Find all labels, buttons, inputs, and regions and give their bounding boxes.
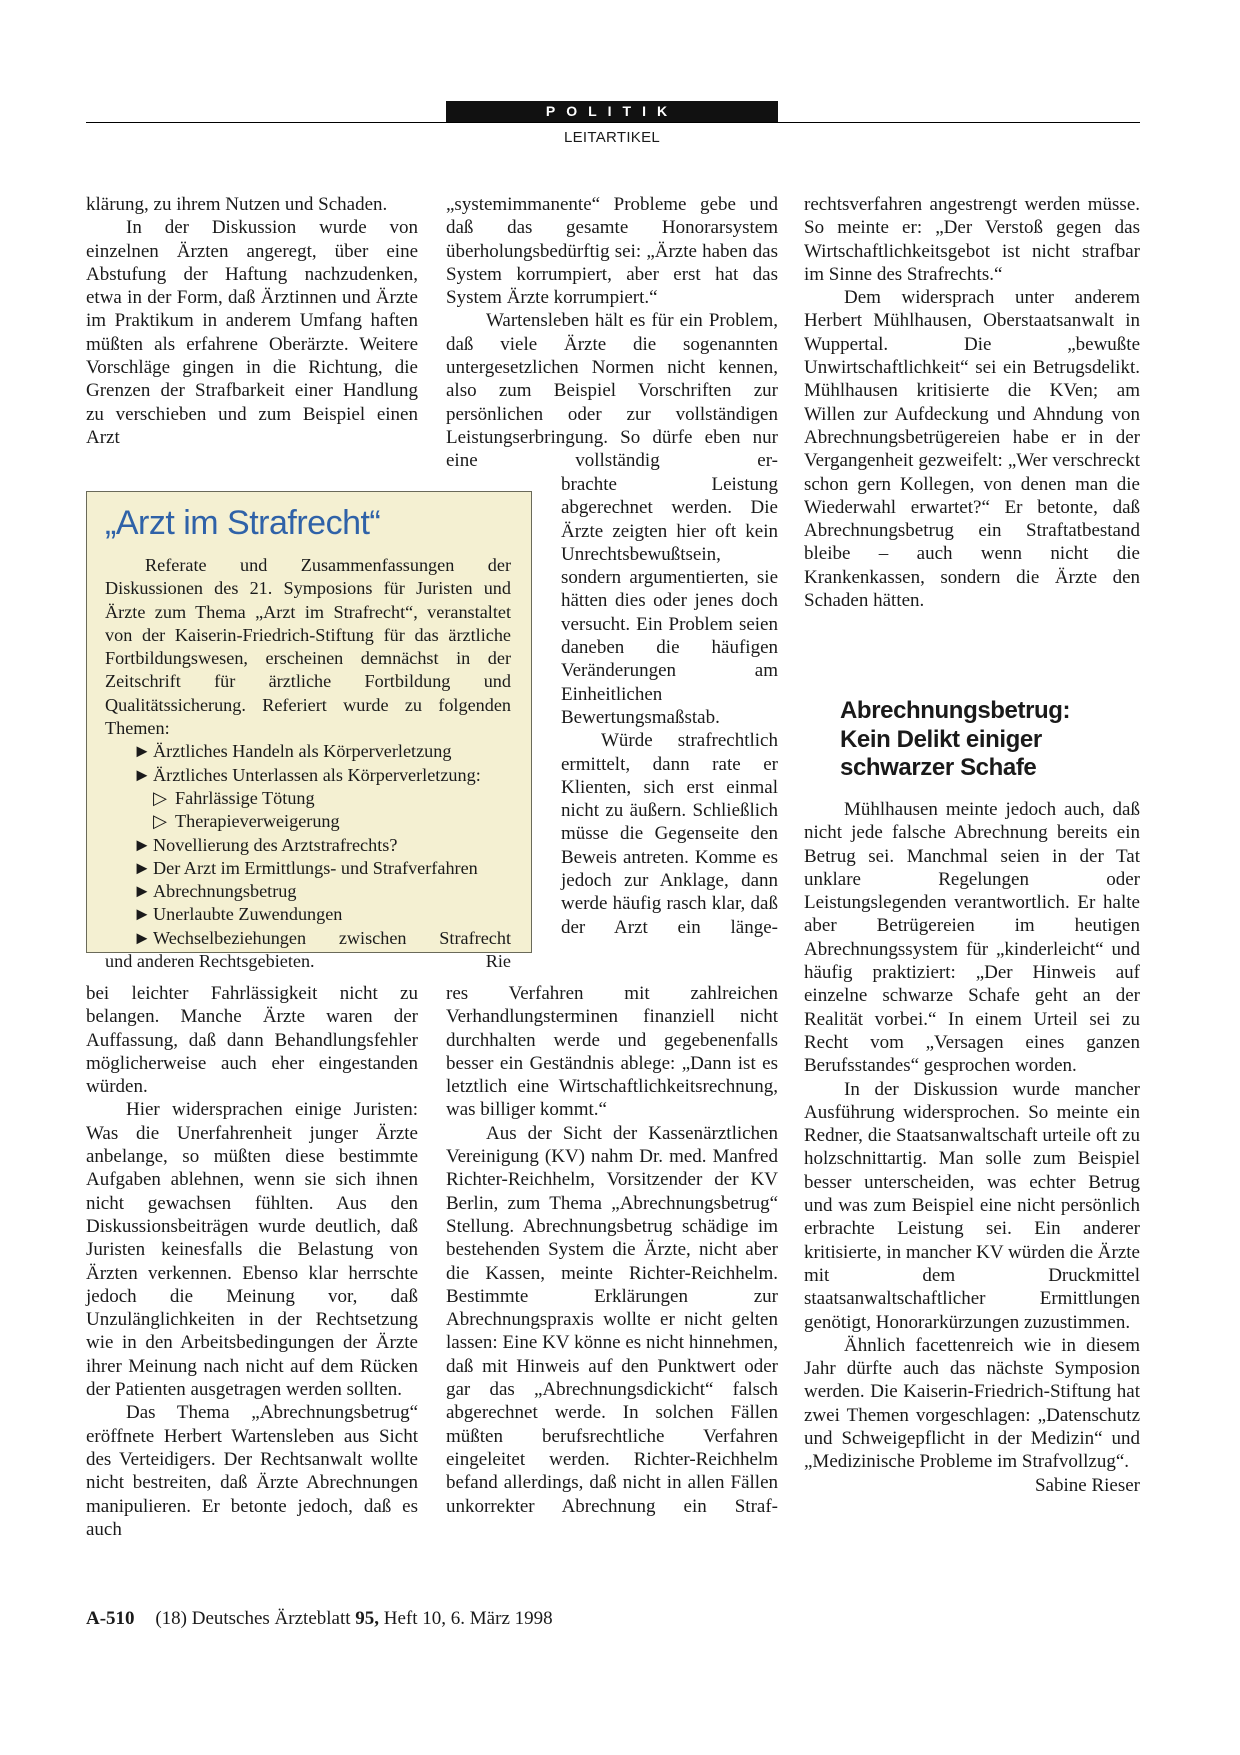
paragraph: Hier widersprachen einige Juristen: Was die Unerfahrenheit junger Ärzte anbelange, so müßten diese bestimmte Aufgaben ablehnen, wenn sie sich ihnen nicht gewachsen fühlten. Aus den Diskussionsbeiträgen wurde deutlich, daß Juristen keinesfalls die Belastung von Ärzten verkennen. Ebenso klar herrschte jedoch die Meinung vor, daß Unzulänglichkeiten in der Rechtsetzung wie in den Arbeitsbedingungen der Ärzte ihrer Meinung nach nicht auf dem Rücken der Patienten ausgetragen werden sollten.	[86, 1099, 418, 1401]
topic-continuation: und anderen Rechtsgebieten.	[105, 951, 315, 972]
paragraph: Würde strafrechtlich ermittelt, dann rate er Klienten, sich erst einmal nicht zu äußern. Schließlich müsse die Gegenseite den Beweis antreten. Komme es jedoch zur Anklage, dann werde häufig rasch klar, daß der Arzt ein länge-	[561, 730, 778, 938]
box-last-line	[105, 950, 511, 973]
topic-list	[105, 740, 511, 950]
column-1-top	[86, 193, 418, 449]
box-body	[105, 554, 511, 973]
journal-issue: Heft 10, 6. März 1998	[383, 1608, 553, 1629]
paragraph: bei leichter Fahrlässigkeit nicht zu belangen. Manche Ärzte waren der Auffassung, daß dann Behandlungsfehler möglicherweise auch eher eingestanden würden.	[86, 983, 418, 1098]
paragraph: Aus der Sicht der Kassenärztlichen Vereinigung (KV) nahm Dr. med. Manfred Richter-Reichhelm, Vorsitzender der KV Berlin, zum Thema „Abrechnungsbetrug“ Stellung. Abrechnungsbetrug schädige im bestehenden System die Ärzte, nicht aber die Kassen, meinte Richter-Reichhelm. Bestimmte Erklärungen zur Abrechnungspraxis wollte er nicht gelten lassen: Eine KV könne es nicht hinnehmen, daß mit Hinweis auf den Punktwert oder gar das „Abrechnungsdickicht“ falsch abgerechnet werde. In solchen Fällen müßten berufsrechtliche Verfahren eingeleitet werden. Richter-Reichhelm befand allerdings, daß nicht in allen Fällen unkorrekter Abrechnung ein Straf-	[446, 1122, 778, 1517]
page-number: A-510	[86, 1608, 135, 1629]
outline-bullet-icon: ▷	[153, 787, 167, 808]
bullet-icon: ►	[133, 857, 152, 878]
journal-source: (18) Deutsches Ärzteblatt	[155, 1608, 351, 1629]
column-2-narrow	[561, 473, 778, 939]
paragraph: In der Diskussion wurde von einzelnen Ärzten angeregt, über eine Abstufung der Haftung nachzudenken, etwa in der Form, daß Ärztinnen und Ärzte im Praktikum in anderem Umfang haften müßten als erfahrene Oberärzte. Weitere Vorschläge gingen in die Richtung, die Grenzen der Strafbarkeit einer Handlung zu verschieben und zum Beispiel einen Arzt	[86, 217, 418, 448]
header-rule	[86, 122, 1140, 123]
box-intro: Referate und Zusammenfassungen der Diskussionen des 21. Symposions für Juristen und Ärzte zum Thema „Arzt im Strafrecht“, veranstaltet von der Kaiserin-Friedrich-Stiftung für das ärztliche Fortbildungswesen, erscheinen demnächst in der Zeitschrift für ärztliche Fortbildung und Qualitätssicherung. Referiert wurde zu folgenden Themen:	[105, 555, 511, 739]
subtopic-item: ▷ Therapieverweigerung	[105, 810, 511, 833]
bullet-icon: ►	[133, 927, 152, 948]
column-2-bottom	[446, 982, 778, 1518]
paragraph: Ähnlich facettenreich wie in diesem Jahr dürfte auch das nächste Symposion werden. Die Kaiserin-Friedrich-Stiftung hat zwei Themen vorgeschlagen: „Datenschutz und Schweigepflicht in der Medizin“ und „Medizinische Probleme im Strafvollzug“. Sabine Rieser	[804, 1334, 1140, 1496]
topic-item: ► Abrechnungsbetrug	[105, 880, 511, 903]
topic-item: ► Ärztliches Handeln als Körperverletzung	[105, 740, 511, 763]
topic-item: ► Ärztliches Unterlassen als Körperverletzung:	[105, 764, 511, 787]
box-author: Rie	[485, 951, 511, 972]
section-banner: POLITIK	[446, 101, 778, 122]
paragraph: Wartensleben hält es für ein Problem, daß viele Ärzte die sogenannten untergesetzlichen Normen nicht kennen, also zum Beispiel Vorschriften zur persönlichen oder zur vollständigen Leistungserbringung. So dürfe eben nur eine vollständig er-	[446, 310, 778, 472]
bullet-icon: ►	[133, 764, 152, 785]
paragraph: res Verfahren mit zahlreichen Verhandlungsterminen finanziell nicht durchhalten werde und gegebenenfalls besser ein Geständnis ablege: „Dann ist es letztlich eine Wirtschaftlichkeitsrechnung, was billiger kommt.“	[446, 983, 778, 1121]
box-title: „Arzt im Strafrecht“	[105, 504, 381, 542]
subtopic-item: ▷ Fahrlässige Tötung	[105, 787, 511, 810]
bullet-icon: ►	[133, 741, 152, 762]
paragraph: „systemimmanente“ Probleme gebe und daß das gesamte Honorarsystem überholungsbedürftig sei: „Ärzte haben das System korrumpiert, aber erst hat das System Ärzte korrumpiert.“	[446, 194, 778, 309]
paragraph: klärung, zu ihrem Nutzen und Schaden.	[86, 194, 388, 215]
topic-item: ► Wechselbeziehungen zwischen Strafrecht	[105, 927, 511, 950]
topic-item: ► Der Arzt im Ermittlungs- und Strafverfahren	[105, 857, 511, 880]
topic-item: ► Unerlaubte Zuwendungen	[105, 903, 511, 926]
subsection-label: LEITARTIKEL	[563, 129, 661, 146]
column-3-top	[804, 193, 1140, 612]
column-1-bottom	[86, 982, 418, 1541]
bullet-icon: ►	[133, 834, 152, 855]
page-footer	[86, 1608, 553, 1630]
bullet-icon: ►	[133, 904, 152, 925]
paragraph: In der Diskussion wurde mancher Ausführung widersprochen. So meinte ein Redner, die Staatsanwaltschaft urteile oft zu holzschnittartig. Man solle zum Beispiel besser unterscheiden, was echter Betrug und was zum Beispiel eine nicht persönlich erbrachte Leistung sei. Ein anderer kritisierte, in mancher KV würden die Ärzte mit dem Druckmittel staatsanwaltschaftlicher Ermittlungen genötigt, Honorarkürzungen zuzustimmen.	[804, 1078, 1140, 1333]
outline-bullet-icon: ▷	[153, 811, 167, 832]
column-3-bottom	[804, 798, 1140, 1497]
topic-item: ► Novellierung des Arztstrafrechts?	[105, 834, 511, 857]
paragraph: Dem widersprach unter anderem Herbert Mühlhausen, Oberstaatsanwalt in Wuppertal. Die „bewußte Unwirtschaftlichkeit“ sei ein Betrugsdelikt. Mühlhausen kritisierte die KVen; am Willen zur Aufdeckung und Ahndung von Abrechnungsbetrügereien habe er in der Vergangenheit gezweifelt: „Wer verschreckt schon gern Kollegen, von denen man die Wiederwahl erwartet?“ Er betonte, daß Abrechnungsbetrug ein Straftatbestand bleibe – auch wenn nicht die Krankenkassen, sondern die Ärzte den Schaden hätten.	[804, 287, 1140, 612]
paragraph: Das Thema „Abrechnungsbetrug“ eröffnete Herbert Wartensleben aus Sicht des Verteidigers. Der Rechtsanwalt wollte nicht bestreiten, daß Ärzte Abrechnungen manipulieren. Er betonte jedoch, daß es auch	[86, 1402, 418, 1540]
subheading: Abrechnungsbetrug: Kein Delikt einiger schwarzer Schafe	[840, 697, 1071, 781]
bullet-icon: ►	[133, 881, 152, 902]
paragraph: rechtsverfahren angestrengt werden müsse. So meinte er: „Der Verstoß gegen das Wirtschaftlichkeitsgebot ist nicht strafbar im Sinne des Strafrechts.“	[804, 194, 1140, 285]
paragraph: Mühlhausen meinte jedoch auch, daß nicht jede falsche Abrechnung bereits ein Betrug sei. Manchmal seien in der Tat unklare Regelungen oder Leistungslegenden verantwortlich. Er halte aber Betrügereien im heutigen Abrechnungssystem für „kinderleicht“ und häufig praktiziert: „Der Hinweis auf einzelne schwarze Schafe geht an der Realität vorbei.“ In einem Urteil sei zu Recht vom „Versagen eines ganzen Berufsstandes“ gesprochen worden.	[804, 799, 1140, 1077]
author-signature: Sabine Rieser	[1034, 1474, 1140, 1496]
info-box	[86, 491, 532, 972]
column-2-top	[446, 193, 778, 473]
journal-volume: 95,	[355, 1608, 380, 1629]
paragraph: brachte Leistung abgerechnet werden. Die Ärzte zeigten hier oft kein Unrechtsbewußtsein, sondern argumentierten, sie hätten dies oder jenes doch versucht. Ein Problem seien daneben die häufigen Veränderungen am Einheitlichen Bewertungsmaßstab.	[561, 474, 778, 728]
